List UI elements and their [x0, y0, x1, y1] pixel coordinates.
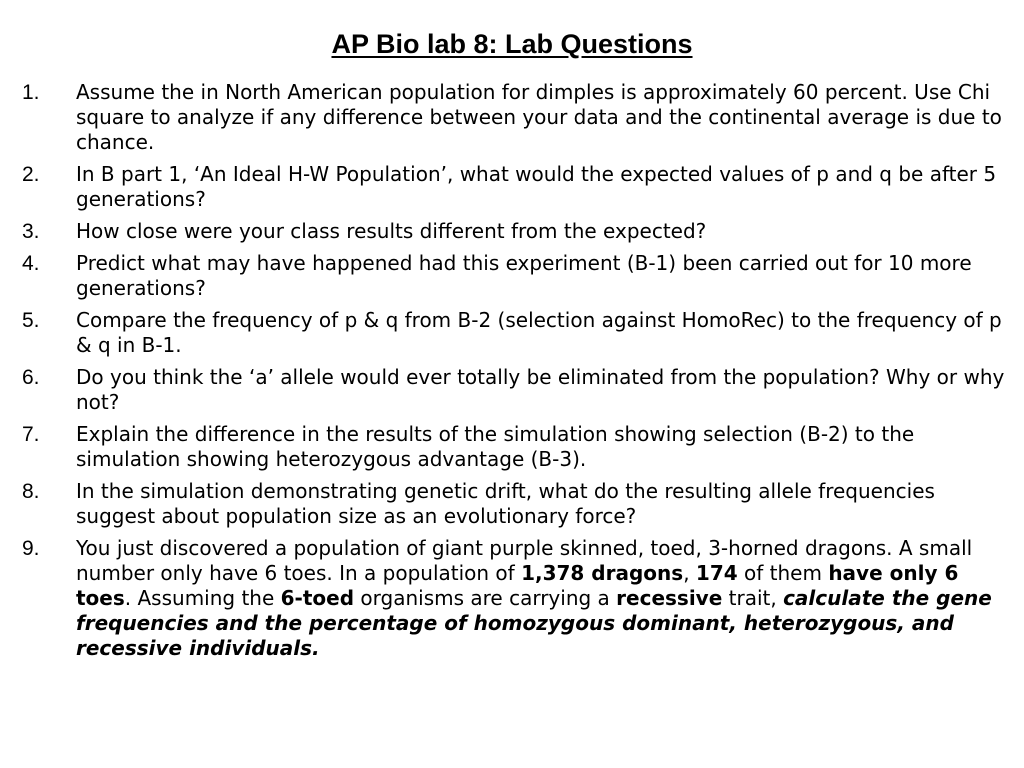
question-text: In the simulation demonstrating genetic drift, what do the resulting allele frequencies suggest about population size as an evolutionary force?	[76, 479, 935, 528]
question-number: 3.	[22, 220, 40, 243]
question-number: 7.	[22, 423, 40, 446]
question-text-segment: ,	[683, 561, 696, 585]
question-item	[22, 479, 1012, 529]
page-title	[0, 24, 1024, 64]
question-text	[76, 536, 992, 660]
question-text: How close were your class results different from the expected?	[76, 219, 707, 243]
question-text: Explain the difference in the results of the simulation showing selection (B-2) to the simulation showing heterozygous advantage (B-3).	[76, 422, 915, 471]
six-toed-count: 174	[695, 561, 738, 585]
question-text-segment: You just discovered a population of giant purple skinned, toed, 3-horned dragons. A small number only have 6 toes. In a population of	[76, 536, 973, 585]
question-number: 2.	[22, 163, 40, 186]
emphasis-text: 6-toed	[280, 586, 355, 610]
question-number: 9.	[22, 537, 40, 560]
population-size: 1,378 dragons	[521, 561, 684, 585]
question-number: 1.	[22, 81, 40, 104]
question-text-segment: . Assuming the	[124, 586, 281, 610]
question-text-segment: trait,	[722, 586, 784, 610]
question-text: In B part 1, ‘An Ideal H-W Population’, what would the expected values of p and q be after 5 generations?	[76, 162, 997, 211]
task-instruction: calculate the gene frequencies and the percentage of homozygous dominant, heterozygous, and recessive individuals.	[76, 586, 992, 660]
question-text: Assume the in North American population for dimples is approximately 60 percent. Use Chi square to analyze if any difference between your data and the continental average is due to chance.	[76, 80, 1002, 154]
question-item	[22, 422, 1012, 472]
question-text: Compare the frequency of p & q from B-2 (selection against HomoRec) to the frequency of p & q in B-1.	[76, 308, 1002, 357]
question-text-segment: organisms are carrying a	[354, 586, 617, 610]
question-item	[22, 219, 1012, 244]
question-number: 5.	[22, 309, 40, 332]
question-item	[22, 162, 1012, 212]
emphasis-text: recessive	[616, 586, 723, 610]
emphasis-text: have only 6 toes	[76, 561, 959, 610]
question-text: Predict what may have happened had this experiment (B-1) been carried out for 10 more generations?	[76, 251, 972, 300]
question-list	[22, 80, 1012, 668]
question-item	[22, 308, 1012, 358]
question-item	[22, 251, 1012, 301]
question-number: 8.	[22, 480, 40, 503]
question-text-segment: of them	[737, 561, 829, 585]
question-number: 6.	[22, 366, 40, 389]
title-text: AP Bio lab 8: Lab Questions	[331, 29, 693, 59]
question-item	[22, 365, 1012, 415]
question-item	[22, 536, 1012, 661]
question-item	[22, 80, 1012, 155]
question-text: Do you think the ‘a’ allele would ever totally be eliminated from the population? Why or why not?	[76, 365, 1005, 414]
question-number: 4.	[22, 252, 40, 275]
